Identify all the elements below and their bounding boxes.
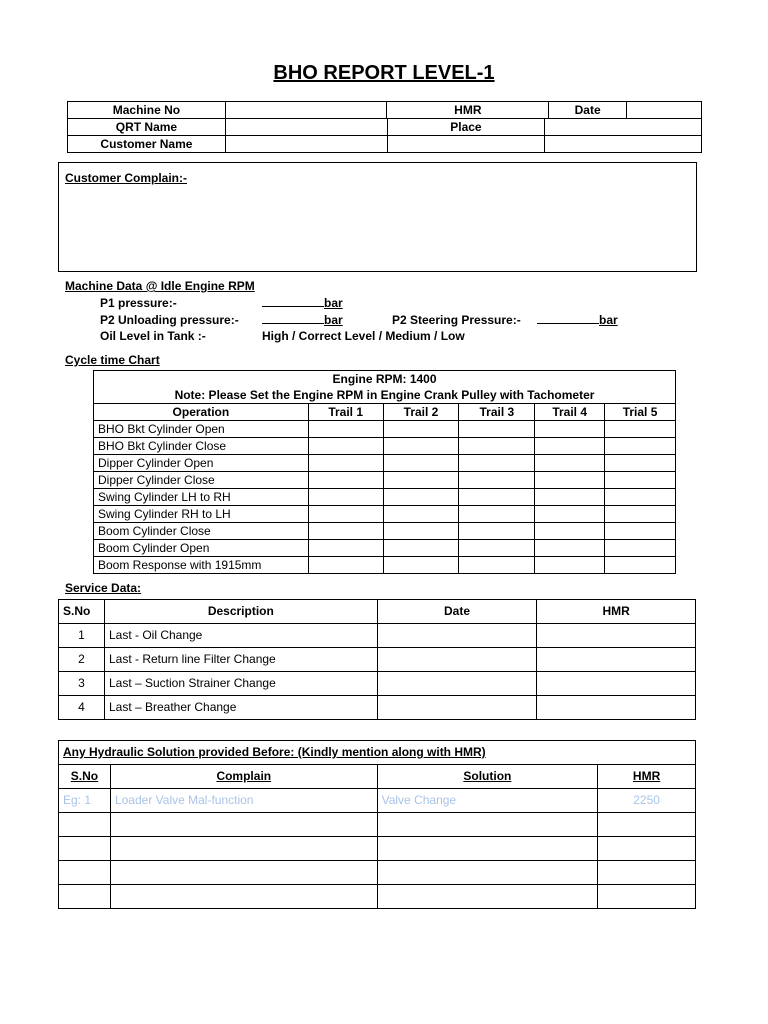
operation-label: Boom Cylinder Close (94, 523, 309, 540)
trial-cell[interactable] (459, 506, 535, 523)
machine-no-label: Machine No (68, 102, 226, 119)
table-row (59, 789, 696, 813)
service-hmr-cell[interactable] (537, 648, 696, 672)
service-heading: Service Data: (65, 581, 142, 595)
hyd-cell[interactable] (59, 861, 111, 885)
complaint-box[interactable] (58, 162, 697, 272)
trial-cell[interactable] (605, 557, 676, 574)
trial-cell[interactable] (605, 489, 676, 506)
col-hmr: HMR (537, 600, 696, 624)
col-trial-4: Trail 4 (535, 404, 605, 421)
table-row (59, 696, 696, 720)
table-row (59, 648, 696, 672)
table-row (59, 885, 696, 909)
place-field[interactable] (545, 119, 702, 136)
service-desc: Last - Return line Filter Change (104, 648, 377, 672)
hyd-cell[interactable] (59, 837, 111, 861)
operation-label: Dipper Cylinder Open (94, 455, 309, 472)
trial-cell[interactable] (535, 557, 605, 574)
service-desc: Last – Breather Change (104, 696, 377, 720)
example-complain: Loader Valve Mal-function (110, 789, 377, 813)
customer-name-label: Customer Name (68, 136, 226, 153)
trial-cell[interactable] (308, 540, 383, 557)
trial-cell[interactable] (308, 489, 383, 506)
trial-cell[interactable] (535, 506, 605, 523)
trial-cell[interactable] (459, 421, 535, 438)
trial-cell[interactable] (308, 472, 383, 489)
hyd-cell[interactable] (598, 885, 696, 909)
hydraulic-table (58, 740, 696, 909)
hyd-cell[interactable] (377, 813, 598, 837)
example-hmr: 2250 (598, 789, 696, 813)
trial-cell[interactable] (605, 421, 676, 438)
table-row (59, 813, 696, 837)
trial-cell[interactable] (308, 523, 383, 540)
trial-cell[interactable] (605, 523, 676, 540)
trial-cell[interactable] (308, 455, 383, 472)
cycle-table (93, 370, 676, 574)
trial-cell[interactable] (383, 455, 459, 472)
service-hmr-cell[interactable] (537, 624, 696, 648)
hmr-label: HMR (387, 102, 549, 119)
trial-cell[interactable] (535, 523, 605, 540)
table-row (94, 523, 676, 540)
service-no: 4 (59, 696, 105, 720)
hyd-cell[interactable] (110, 861, 377, 885)
qrt-name-label: QRT Name (68, 119, 226, 136)
trial-cell[interactable] (383, 489, 459, 506)
operation-label: BHO Bkt Cylinder Close (94, 438, 309, 455)
trial-cell[interactable] (535, 540, 605, 557)
operation-label: Dipper Cylinder Close (94, 472, 309, 489)
operation-label: BHO Bkt Cylinder Open (94, 421, 309, 438)
service-no: 3 (59, 672, 105, 696)
trial-cell[interactable] (459, 455, 535, 472)
machine-data-heading: Machine Data @ Idle Engine RPM (65, 279, 255, 293)
header-table (67, 101, 702, 119)
customer-name-extra[interactable] (387, 136, 545, 153)
table-row (94, 455, 676, 472)
operation-label: Swing Cylinder RH to LH (94, 506, 309, 523)
trial-cell[interactable] (308, 438, 383, 455)
col-sno: S.No (59, 600, 105, 624)
trial-cell[interactable] (459, 489, 535, 506)
hyd-cell[interactable] (377, 837, 598, 861)
col-description: Description (104, 600, 377, 624)
hyd-cell[interactable] (598, 837, 696, 861)
trial-cell[interactable] (605, 472, 676, 489)
page-title: BHO REPORT LEVEL-1 (273, 62, 495, 84)
service-no: 1 (59, 624, 105, 648)
p2-unloading-unit: bar (324, 313, 343, 327)
trial-cell[interactable] (383, 421, 459, 438)
table-row (59, 837, 696, 861)
service-no: 2 (59, 648, 105, 672)
trial-cell[interactable] (383, 523, 459, 540)
trial-cell[interactable] (308, 421, 383, 438)
customer-name-field[interactable] (225, 136, 387, 153)
col-hyd-sno: S.No (59, 765, 111, 789)
trial-cell[interactable] (605, 455, 676, 472)
trial-cell[interactable] (535, 421, 605, 438)
trial-cell[interactable] (459, 438, 535, 455)
p2-steering-unit: bar (599, 313, 618, 327)
complaint-label: Customer Complain:- (65, 171, 188, 185)
hyd-cell[interactable] (110, 837, 377, 861)
trial-cell[interactable] (308, 557, 383, 574)
trial-cell[interactable] (535, 472, 605, 489)
service-desc: Last – Suction Strainer Change (104, 672, 377, 696)
service-date-cell[interactable] (377, 672, 537, 696)
col-trial-1: Trail 1 (308, 404, 383, 421)
p2-steering-field[interactable] (537, 313, 618, 327)
trial-cell[interactable] (459, 540, 535, 557)
hyd-cell[interactable] (598, 813, 696, 837)
table-row (94, 472, 676, 489)
operation-label: Swing Cylinder LH to RH (94, 489, 309, 506)
service-desc: Last - Oil Change (104, 624, 377, 648)
col-hyd-complain: Complain (110, 765, 377, 789)
trial-cell[interactable] (605, 438, 676, 455)
trial-cell[interactable] (383, 438, 459, 455)
table-row (59, 624, 696, 648)
oil-level-label: Oil Level in Tank :- (100, 329, 206, 343)
header-table-rows (67, 118, 702, 153)
table-row (94, 438, 676, 455)
col-trial-5: Trial 5 (605, 404, 676, 421)
service-hmr-cell[interactable] (537, 696, 696, 720)
trial-cell[interactable] (535, 438, 605, 455)
table-row (94, 421, 676, 438)
example-solution: Valve Change (377, 789, 598, 813)
hydraulic-heading: Any Hydraulic Solution provided Before: (Kindly mention along with HMR) (59, 741, 696, 765)
table-row (59, 861, 696, 885)
trial-cell[interactable] (535, 455, 605, 472)
oil-level-options[interactable]: High / Correct Level / Medium / Low (262, 329, 465, 343)
p1-unit: bar (324, 296, 343, 310)
trial-cell[interactable] (605, 506, 676, 523)
service-table (58, 599, 696, 720)
p2-steering-label: P2 Steering Pressure:- (392, 313, 521, 327)
hyd-cell[interactable] (598, 861, 696, 885)
hyd-cell[interactable] (377, 861, 598, 885)
table-row (59, 672, 696, 696)
trial-cell[interactable] (383, 472, 459, 489)
trial-cell[interactable] (459, 557, 535, 574)
hyd-cell[interactable] (110, 813, 377, 837)
hyd-cell[interactable] (110, 885, 377, 909)
service-date-cell[interactable] (377, 624, 537, 648)
service-date-cell[interactable] (377, 696, 537, 720)
trial-cell[interactable] (383, 506, 459, 523)
machine-no-field[interactable] (225, 102, 387, 119)
col-hyd-hmr: HMR (598, 765, 696, 789)
col-trial-2: Trail 2 (383, 404, 459, 421)
table-row (94, 557, 676, 574)
col-date: Date (377, 600, 537, 624)
date-label: Date (549, 102, 627, 119)
example-no: Eg: 1 (59, 789, 111, 813)
place-label: Place (387, 119, 545, 136)
p1-field[interactable] (262, 296, 343, 310)
p1-label: P1 pressure:- (100, 296, 177, 310)
col-operation: Operation (94, 404, 309, 421)
trial-cell[interactable] (383, 540, 459, 557)
p2-unloading-field[interactable] (262, 313, 343, 327)
cycle-heading: Cycle time Chart (65, 353, 160, 367)
col-hyd-solution: Solution (377, 765, 598, 789)
table-row (94, 489, 676, 506)
hyd-cell[interactable] (59, 885, 111, 909)
table-row (94, 506, 676, 523)
trial-cell[interactable] (459, 523, 535, 540)
trial-cell[interactable] (535, 489, 605, 506)
service-date-cell[interactable] (377, 648, 537, 672)
p2-unloading-label: P2 Unloading pressure:- (100, 313, 239, 327)
trial-cell[interactable] (459, 472, 535, 489)
col-trial-3: Trail 3 (459, 404, 535, 421)
trial-cell[interactable] (308, 506, 383, 523)
qrt-name-field[interactable] (225, 119, 387, 136)
engine-rpm: Engine RPM: 1400 (94, 371, 676, 388)
hyd-cell[interactable] (377, 885, 598, 909)
trial-cell[interactable] (383, 557, 459, 574)
cycle-note: Note: Please Set the Engine RPM in Engine Crank Pulley with Tachometer (94, 387, 676, 404)
hyd-cell[interactable] (59, 813, 111, 837)
operation-label: Boom Response with 1915mm (94, 557, 309, 574)
trial-cell[interactable] (605, 540, 676, 557)
table-row (94, 540, 676, 557)
customer-name-extra-2[interactable] (545, 136, 702, 153)
date-field[interactable] (627, 102, 702, 119)
service-hmr-cell[interactable] (537, 672, 696, 696)
operation-label: Boom Cylinder Open (94, 540, 309, 557)
